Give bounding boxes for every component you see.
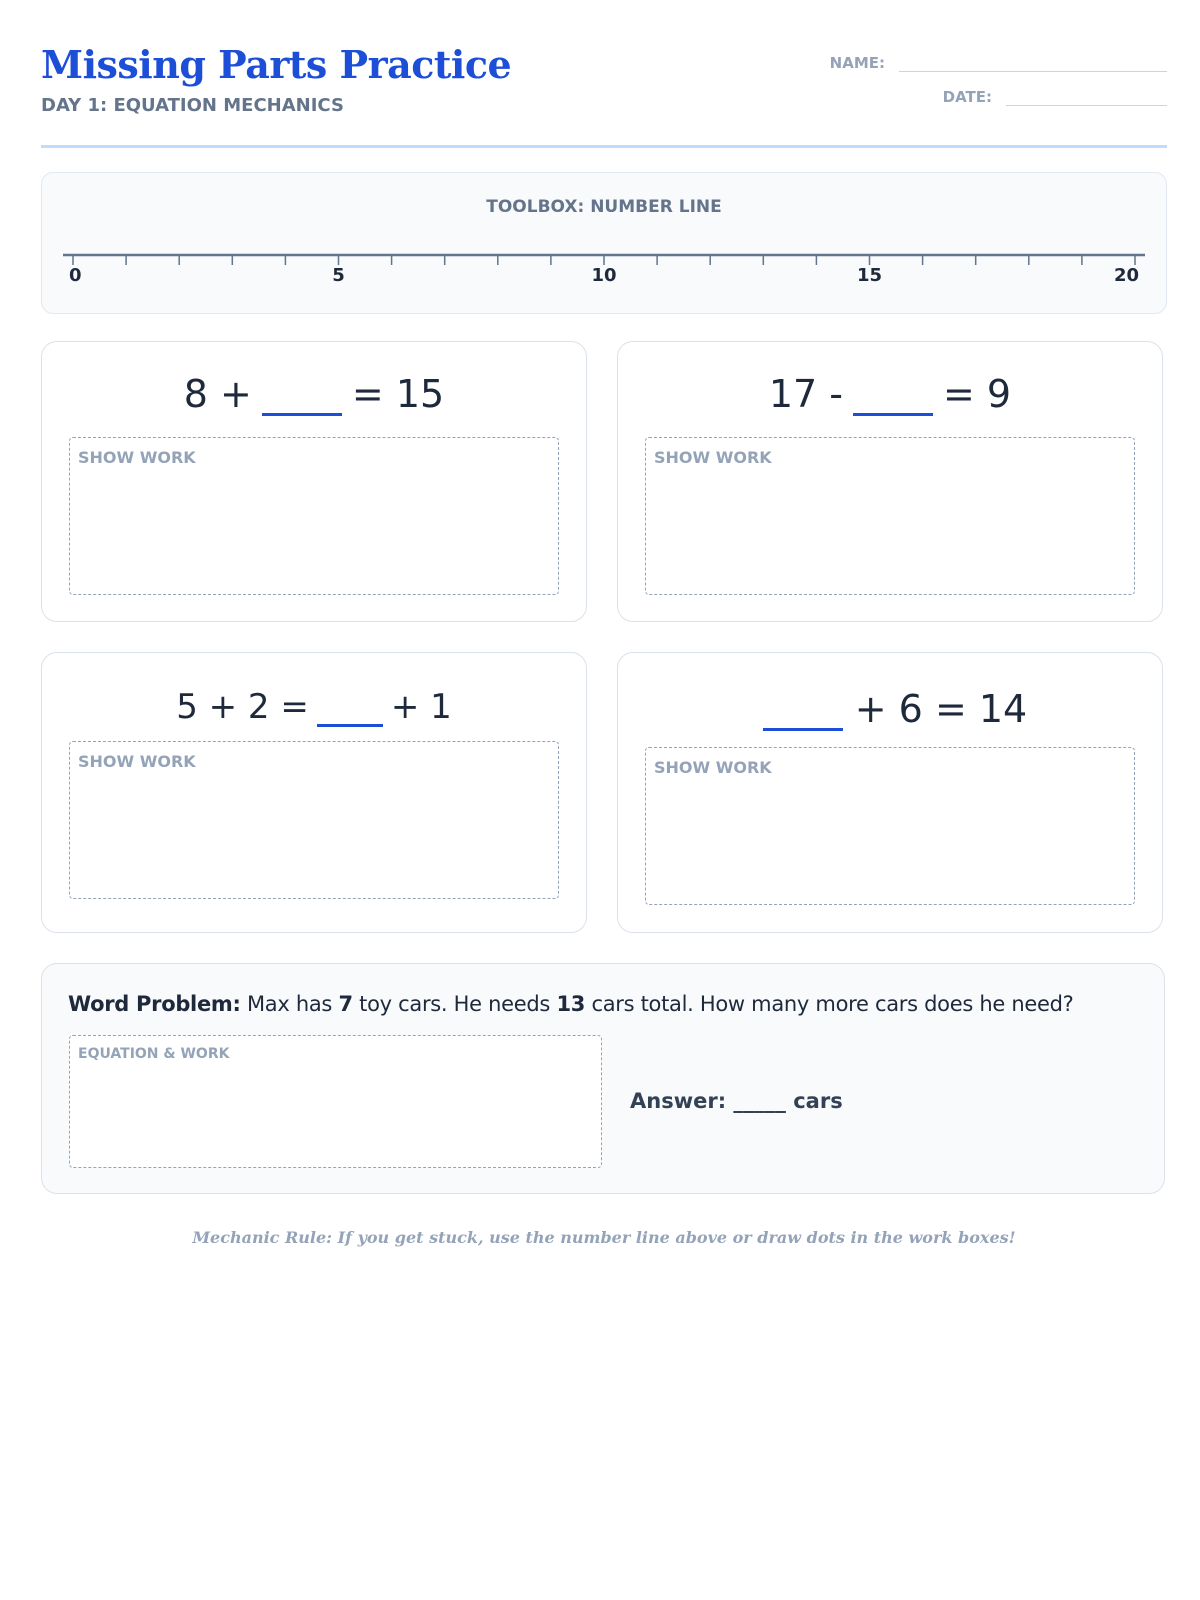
answer-blank[interactable]: _____ <box>733 1089 786 1113</box>
word-problem-part-1: Max has <box>240 992 339 1016</box>
worksheet-page <box>41 0 1167 1247</box>
word-problem-number-2: 13 <box>556 992 586 1016</box>
work-box-2[interactable] <box>645 437 1135 595</box>
word-problem-label: Word Problem: <box>68 992 241 1016</box>
equation-1-left: 8 + <box>183 372 252 416</box>
work-box-4[interactable] <box>645 747 1135 905</box>
number-line-label: 20 <box>1113 265 1139 283</box>
equation-3 <box>42 687 586 727</box>
date-field[interactable] <box>943 87 1167 106</box>
name-field[interactable] <box>830 53 1167 72</box>
date-label: DATE: <box>942 88 992 106</box>
work-box-label: SHOW WORK <box>654 758 772 777</box>
worksheet-header <box>41 0 1167 148</box>
equation-4-right: + 6 = 14 <box>854 687 1028 731</box>
answer-blank-4[interactable] <box>763 692 843 731</box>
equation-2 <box>618 372 1162 416</box>
date-input-line[interactable] <box>1006 87 1167 106</box>
equation-2-left: 17 - <box>768 372 844 416</box>
equation-work-box[interactable] <box>69 1035 602 1168</box>
toolbox-panel <box>41 172 1167 314</box>
work-box-label: SHOW WORK <box>654 448 772 467</box>
answer-blank-3[interactable] <box>317 692 383 727</box>
page-title: Missing Parts Practice <box>41 42 512 87</box>
answer-line <box>630 1089 843 1113</box>
answer-blank-1[interactable] <box>262 377 342 416</box>
work-box-3[interactable] <box>69 741 559 899</box>
footer-note: Mechanic Rule: If you get stuck, use the number line above or draw dots in the work boxes! <box>192 1228 1016 1247</box>
word-problem-part-3: cars total. How many more cars does he need? <box>585 992 1074 1016</box>
answer-label: Answer: <box>630 1089 727 1113</box>
equation-4 <box>618 687 1162 731</box>
problem-card-1 <box>41 341 587 622</box>
number-line <box>63 243 1145 283</box>
equation-3-right: + 1 <box>390 687 452 727</box>
problem-card-4 <box>617 652 1163 933</box>
name-label: NAME: <box>829 54 885 72</box>
equation-1 <box>42 372 586 416</box>
work-box-label: SHOW WORK <box>78 448 196 467</box>
equation-work-label: EQUATION & WORK <box>78 1046 230 1062</box>
toolbox-title: TOOLBOX: NUMBER LINE <box>486 197 722 217</box>
answer-unit: cars <box>793 1089 843 1113</box>
name-input-line[interactable] <box>899 53 1167 72</box>
word-problem-number-1: 7 <box>338 992 353 1016</box>
work-box-1[interactable] <box>69 437 559 595</box>
page-subtitle: DAY 1: EQUATION MECHANICS <box>41 95 344 116</box>
word-problem-panel <box>41 963 1165 1194</box>
word-problem-text <box>68 992 1074 1016</box>
word-problem-part-2: toy cars. He needs <box>352 992 557 1016</box>
number-line-label: 5 <box>332 265 345 283</box>
equation-3-left: 5 + 2 = <box>176 687 309 727</box>
number-line-label: 0 <box>69 265 82 283</box>
equation-2-right: = 9 <box>943 372 1012 416</box>
number-line-label: 10 <box>591 265 617 283</box>
work-box-label: SHOW WORK <box>78 752 196 771</box>
problem-card-2 <box>617 341 1163 622</box>
problem-card-3 <box>41 652 587 933</box>
number-line-label: 15 <box>856 265 883 283</box>
answer-blank-2[interactable] <box>853 377 933 416</box>
equation-1-right: = 15 <box>351 372 445 416</box>
